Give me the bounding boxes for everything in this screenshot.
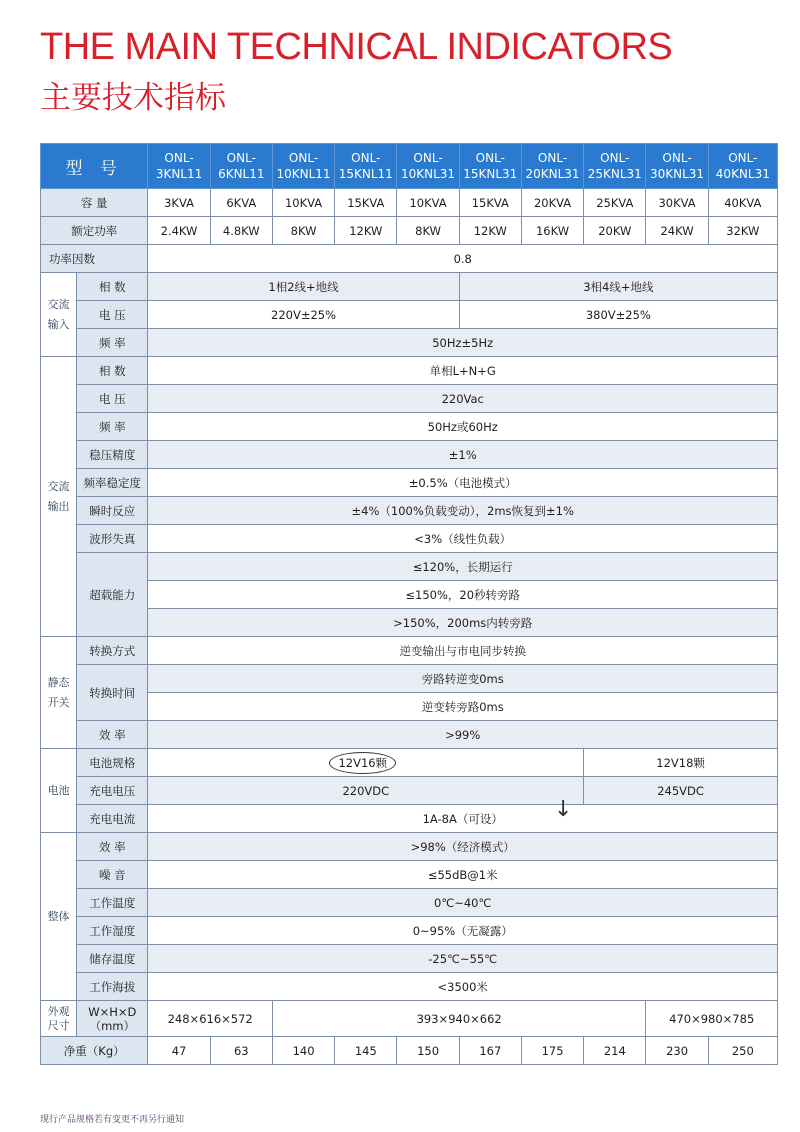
battery-spec-row — [41, 749, 778, 777]
table-cell: 380V±25% — [459, 301, 777, 329]
table-cell: 6KVA — [210, 189, 272, 217]
model-header-label: 型 号 — [41, 144, 148, 189]
table-cell: 8KW — [272, 217, 334, 245]
model-cell — [272, 144, 334, 189]
battery-charge-current-row — [41, 805, 778, 833]
table-cell: 250 — [708, 1037, 777, 1065]
table-cell: 1相2线+地线 — [148, 273, 459, 301]
table-cell: 230 — [646, 1037, 708, 1065]
category-text: 外观 — [47, 1004, 70, 1018]
row-label: 额定功率 — [41, 217, 148, 245]
table-cell: 1A-8A（可设） — [148, 805, 778, 833]
category-ac-output — [41, 357, 77, 637]
table-cell: 20KVA — [521, 189, 583, 217]
category-text: 输入 — [47, 317, 70, 331]
table-cell: ≤120%，长期运行 — [148, 553, 778, 581]
table-cell: 214 — [584, 1037, 646, 1065]
row-label: 频 率 — [77, 413, 148, 441]
model-code: 15KNL11 — [338, 167, 393, 181]
table-cell: 12V18颗 — [584, 749, 778, 777]
dimensions-row — [41, 1001, 778, 1037]
table-cell: 10KVA — [272, 189, 334, 217]
row-label: 储存温度 — [77, 945, 148, 973]
model-code: 30KNL31 — [650, 167, 705, 181]
model-header-row — [41, 144, 778, 189]
model-cell — [397, 144, 459, 189]
table-cell: 175 — [521, 1037, 583, 1065]
row-label: 电 压 — [77, 385, 148, 413]
switch-mode-row — [41, 637, 778, 665]
model-cell — [521, 144, 583, 189]
row-label: 工作温度 — [77, 889, 148, 917]
row-label: 功率因数 — [41, 245, 148, 273]
row-label: 效 率 — [77, 721, 148, 749]
category-dimensions — [41, 1001, 77, 1037]
overall-efficiency-row — [41, 833, 778, 861]
table-cell: 40KVA — [708, 189, 777, 217]
ac-output-regulation-row — [41, 441, 778, 469]
model-prefix: ONL- — [226, 151, 256, 165]
table-cell: 0℃~40℃ — [148, 889, 778, 917]
row-label: 相 数 — [77, 273, 148, 301]
spec-table — [40, 143, 778, 1065]
switch-time-row — [41, 665, 778, 693]
category-battery: 电池 — [41, 749, 77, 833]
table-cell: ±0.5%（电池模式） — [148, 469, 778, 497]
row-label-text: W×H×D — [88, 1004, 137, 1019]
ac-output-phase-row — [41, 357, 778, 385]
ac-output-overload-row — [41, 581, 778, 609]
table-cell: ≤55dB@1米 — [148, 861, 778, 889]
category-static-switch — [41, 637, 77, 749]
row-label: 转换方式 — [77, 637, 148, 665]
row-label: 相 数 — [77, 357, 148, 385]
model-prefix: ONL- — [351, 151, 381, 165]
switch-efficiency-row — [41, 721, 778, 749]
model-cell — [646, 144, 708, 189]
row-label: 频 率 — [77, 329, 148, 357]
ac-input-phase-row — [41, 273, 778, 301]
category-text: 尺寸 — [47, 1018, 70, 1032]
table-cell: 0.8 — [148, 245, 778, 273]
table-cell: 150 — [397, 1037, 459, 1065]
category-ac-input — [41, 273, 77, 357]
model-code: 3KNL11 — [155, 167, 203, 181]
model-code: 6KNL11 — [218, 167, 265, 181]
overall-humidity-row — [41, 917, 778, 945]
row-label — [77, 1001, 148, 1037]
ac-output-freq-stability-row — [41, 469, 778, 497]
category-text: 静态 — [47, 675, 70, 689]
capacity-row — [41, 189, 778, 217]
table-cell: 220Vac — [148, 385, 778, 413]
model-code: 20KNL31 — [525, 167, 580, 181]
model-prefix: ONL- — [164, 151, 194, 165]
table-cell: 47 — [148, 1037, 210, 1065]
category-overall: 整体 — [41, 833, 77, 1001]
category-text: 交流 — [47, 297, 70, 311]
table-cell: 15KVA — [459, 189, 521, 217]
table-cell: <3500米 — [148, 973, 778, 1001]
category-text: 交流 — [47, 479, 70, 493]
row-label: 稳压精度 — [77, 441, 148, 469]
table-cell: >99% — [148, 721, 778, 749]
model-code: 10KNL31 — [401, 167, 456, 181]
table-cell: 单相L+N+G — [148, 357, 778, 385]
power-factor-row — [41, 245, 778, 273]
table-cell: 245VDC — [584, 777, 778, 805]
row-label: 超载能力 — [77, 553, 148, 637]
row-label: 噪 音 — [77, 861, 148, 889]
table-cell: 16KW — [521, 217, 583, 245]
table-cell: 25KVA — [584, 189, 646, 217]
page-title-cn: 主要技术指标 — [40, 80, 226, 116]
row-label: 工作湿度 — [77, 917, 148, 945]
model-cell — [584, 144, 646, 189]
overall-storage-temp-row — [41, 945, 778, 973]
table-cell: 30KVA — [646, 189, 708, 217]
table-cell: 248×616×572 — [148, 1001, 273, 1037]
table-cell: 2.4KW — [148, 217, 210, 245]
table-cell: 12KW — [459, 217, 521, 245]
handwritten-circle: 12V16颗 — [329, 752, 396, 774]
table-cell: 220VDC — [148, 777, 584, 805]
model-cell — [335, 144, 397, 189]
battery-charge-voltage-row — [41, 777, 778, 805]
ac-output-overload-row — [41, 553, 778, 581]
table-cell: ±4%（100%负载变动），2ms恢复到±1% — [148, 497, 778, 525]
table-cell: 140 — [272, 1037, 334, 1065]
row-label: 工作海拔 — [77, 973, 148, 1001]
table-cell: 0~95%（无凝露） — [148, 917, 778, 945]
row-label: 电 压 — [77, 301, 148, 329]
model-prefix: ONL- — [413, 151, 443, 165]
table-cell: 145 — [335, 1037, 397, 1065]
table-cell: 旁路转逆变0ms — [148, 665, 778, 693]
model-prefix: ONL- — [475, 151, 505, 165]
model-prefix: ONL- — [600, 151, 630, 165]
row-label: 容 量 — [41, 189, 148, 217]
overall-altitude-row — [41, 973, 778, 1001]
table-cell: 63 — [210, 1037, 272, 1065]
model-prefix: ONL- — [537, 151, 568, 165]
row-label: 频率稳定度 — [77, 469, 148, 497]
footnote: 现行产品规格若有变更不再另行通知 — [40, 1115, 185, 1125]
table-cell: <3%（线性负载） — [148, 525, 778, 553]
ac-output-transient-row — [41, 497, 778, 525]
model-code: 40KNL31 — [715, 167, 770, 181]
overall-op-temp-row — [41, 889, 778, 917]
table-cell: ±1% — [148, 441, 778, 469]
ac-output-overload-row — [41, 609, 778, 637]
table-cell: 15KVA — [335, 189, 397, 217]
table-cell: 50Hz或60Hz — [148, 413, 778, 441]
table-cell: 逆变转旁路0ms — [148, 693, 778, 721]
row-label: 瞬时反应 — [77, 497, 148, 525]
table-cell: 167 — [459, 1037, 521, 1065]
ac-output-frequency-row — [41, 413, 778, 441]
table-cell: 12KW — [335, 217, 397, 245]
handwritten-arrow-icon: ↓ — [554, 797, 573, 822]
page-title-en: THE MAIN TECHNICAL INDICATORS — [40, 26, 673, 68]
row-label: 电池规格 — [77, 749, 148, 777]
table-cell: 3相4线+地线 — [459, 273, 777, 301]
weight-row — [41, 1037, 778, 1065]
row-label: 净重（Kg） — [41, 1037, 148, 1065]
table-cell: 3KVA — [148, 189, 210, 217]
table-cell: 10KVA — [397, 189, 459, 217]
overall-noise-row — [41, 861, 778, 889]
row-label-text: （mm） — [89, 1018, 135, 1033]
ac-input-frequency-row — [41, 329, 778, 357]
table-cell: -25℃~55℃ — [148, 945, 778, 973]
model-code: 10KNL11 — [276, 167, 331, 181]
row-label: 充电电流 — [77, 805, 148, 833]
table-cell: 8KW — [397, 217, 459, 245]
table-cell: 4.8KW — [210, 217, 272, 245]
table-cell: 20KW — [584, 217, 646, 245]
row-label: 充电电压 — [77, 777, 148, 805]
table-cell — [148, 749, 584, 777]
table-cell: 32KW — [708, 217, 777, 245]
table-cell: >98%（经济模式） — [148, 833, 778, 861]
table-cell: 220V±25% — [148, 301, 459, 329]
model-prefix: ONL- — [288, 151, 319, 165]
model-prefix: ONL- — [728, 151, 758, 165]
model-code: 25KNL31 — [587, 167, 642, 181]
model-cell — [708, 144, 777, 189]
ac-output-voltage-row — [41, 385, 778, 413]
ac-output-distortion-row — [41, 525, 778, 553]
model-cell — [148, 144, 210, 189]
category-text: 输出 — [47, 499, 70, 513]
switch-time-row — [41, 693, 778, 721]
row-label: 转换时间 — [77, 665, 148, 721]
table-cell: 50Hz±5Hz — [148, 329, 778, 357]
model-code: 15KNL31 — [463, 167, 518, 181]
table-cell: 逆变输出与市电同步转换 — [148, 637, 778, 665]
table-cell: 470×980×785 — [646, 1001, 778, 1037]
rated-power-row — [41, 217, 778, 245]
table-cell: ≤150%，20秒转旁路 — [148, 581, 778, 609]
row-label: 效 率 — [77, 833, 148, 861]
model-cell — [210, 144, 272, 189]
row-label: 波形失真 — [77, 525, 148, 553]
table-cell: 393×940×662 — [272, 1001, 646, 1037]
ac-input-voltage-row — [41, 301, 778, 329]
category-text: 开关 — [47, 695, 70, 709]
model-prefix: ONL- — [662, 151, 692, 165]
model-cell — [459, 144, 521, 189]
table-cell: >150%，200ms内转旁路 — [148, 609, 778, 637]
table-cell: 24KW — [646, 217, 708, 245]
